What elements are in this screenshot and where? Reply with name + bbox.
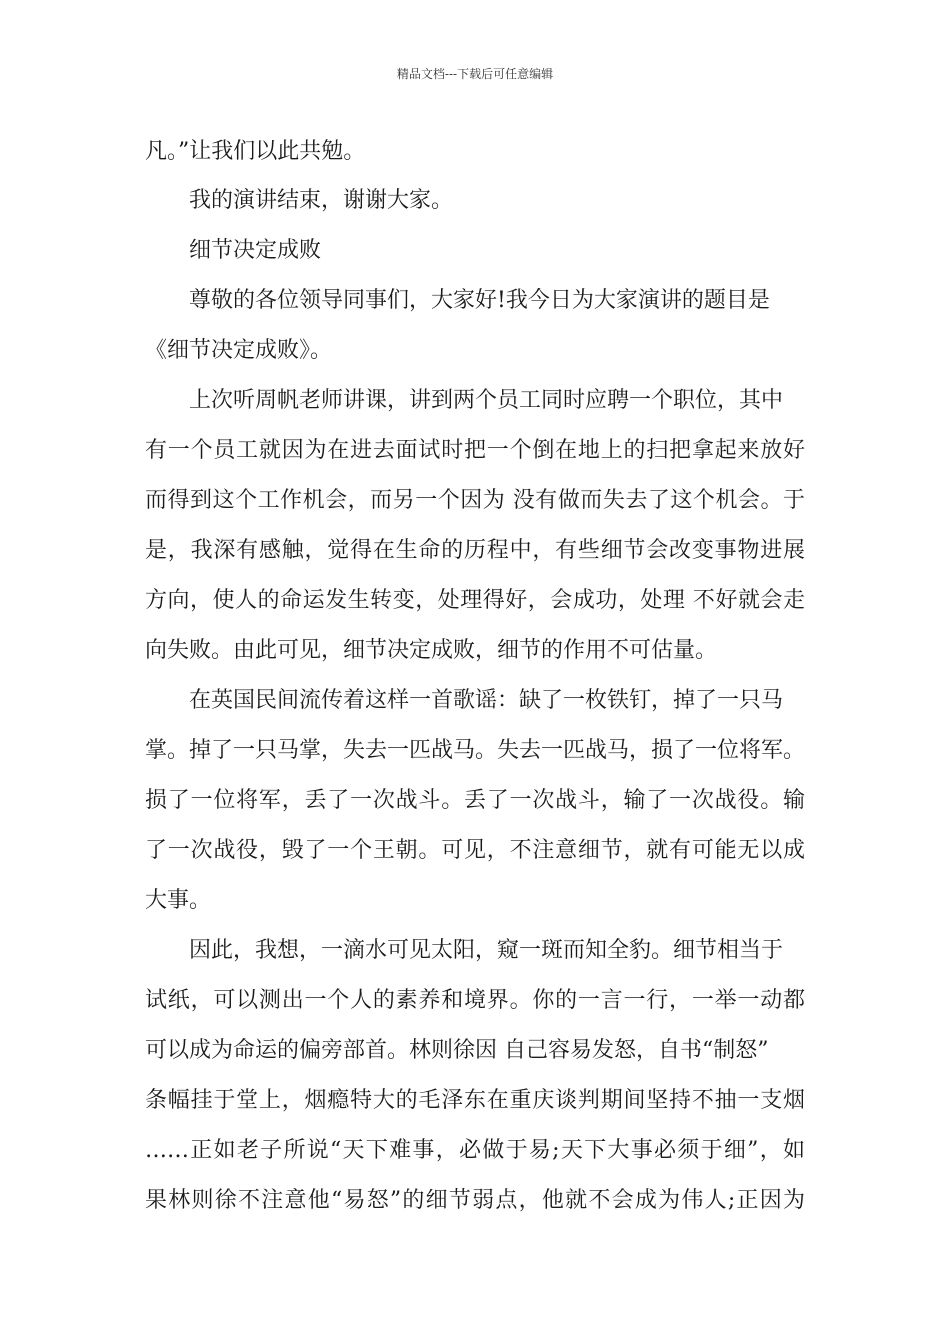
text-line: 是，我深有感触，觉得在生命的历程中，有些细节会改变事物进展: [145, 538, 805, 563]
text-line: 我的演讲结束，谢谢大家。: [189, 188, 454, 213]
text-line: 因此，我想，一滴水可见太阳，窥一斑而知全豹。细节相当于: [189, 938, 784, 963]
section-title: 细节决定成败: [189, 238, 322, 263]
text-line: 方向，使人的命运发生转变，处理得好，会成功，处理 不好就会走: [145, 588, 805, 613]
text-line: 有一个员工就因为在进去面试时把一个倒在地上的扫把拿起来放好: [145, 438, 805, 463]
text-line: 了一次战役，毁了一个王朝。可见，不注意细节，就有可能无以成: [145, 838, 805, 863]
text-line: 掌。掉了一只马掌，失去一匹战马。失去一匹战马，损了一位将军。: [145, 738, 806, 763]
text-line: 向失败。由此可见，细节决定成败，细节的作用不可估量。: [145, 638, 718, 663]
text-line: 上次听周帆老师讲课，讲到两个员工同时应聘一个职位，其中: [189, 388, 784, 413]
text-line: 试纸，可以测出一个人的素养和境界。你的一言一行，一举一动都: [145, 988, 805, 1013]
text-line: 大事。: [145, 888, 212, 913]
text-line: ……正如老子所说“天下难事，必做于易;天下大事必须于细”，如: [145, 1138, 805, 1163]
text-line: 条幅挂于堂上，烟瘾特大的毛泽东在重庆谈判期间坚持不抽一支烟: [145, 1088, 805, 1113]
text-line: 尊敬的各位领导同事们，大家好!我今日为大家演讲的题目是: [189, 288, 770, 313]
page-header: 精品文档---下载后可任意编辑: [396, 67, 554, 81]
text-line: 《细节决定成败》。: [145, 338, 333, 363]
text-line: 损了一位将军，丢了一次战斗。丢了一次战斗，输了一次战役。输: [145, 788, 805, 813]
text-line: 在英国民间流传着这样一首歌谣：缺了一枚铁钉，掉了一只马: [189, 688, 784, 713]
text-line: 果林则徐不注意他“易怒”的细节弱点，他就不会成为伟人;正因为: [145, 1188, 805, 1213]
text-line: 凡。”让我们以此共勉。: [145, 139, 366, 164]
text-line: 可以成为命运的偏旁部首。林则徐因 自己容易发怒，自书“制怒”: [145, 1038, 769, 1063]
text-line: 而得到这个工作机会，而另一个因为 没有做而失去了这个机会。于: [145, 488, 805, 513]
